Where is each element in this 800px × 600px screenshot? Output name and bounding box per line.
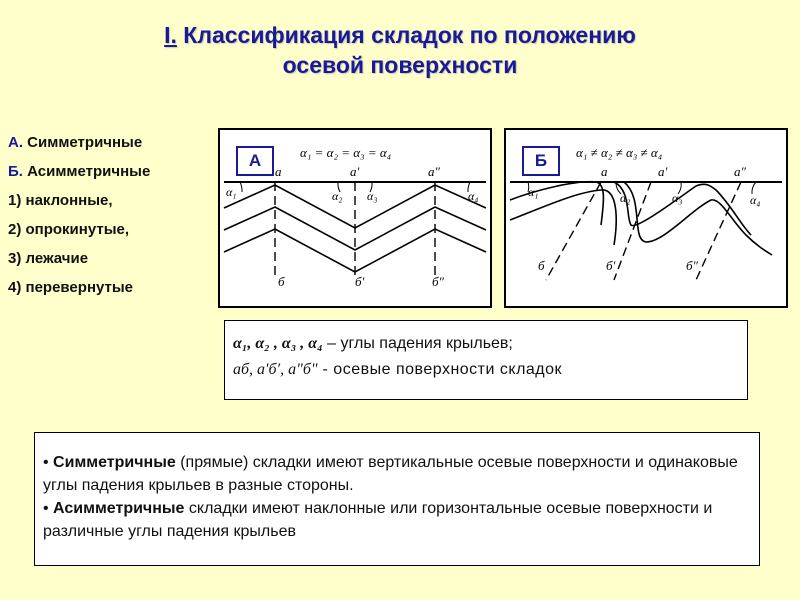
axial-lines-b (546, 182, 741, 280)
angle-label-1: α₁ (226, 185, 237, 199)
label-a: a (275, 164, 282, 179)
label-b: б (278, 274, 285, 289)
angle-label-2: α₂ (332, 189, 343, 203)
angle-arcs-b (528, 182, 756, 194)
label-b-double-prime: б″ (686, 258, 698, 273)
angle-label-3: α₃ (367, 189, 378, 203)
title-number: I. (164, 22, 177, 48)
legend-axis-symbols: аб, а′б′, а"б" (233, 361, 318, 378)
badge-b: Б (522, 146, 560, 176)
description-symmetric: • Симметричные (прямые) складки имеют вертикальные осевые поверхности и одинаковые углы падения крыльев в разные стороны. (43, 454, 738, 494)
title-line-1: Классификация складок по положению (176, 22, 636, 48)
label-b-prime: б′ (606, 258, 616, 273)
list-item-asymmetric: Б. Асимметричные (8, 163, 151, 180)
label-a-prime: a′ (658, 164, 668, 179)
legend-box (224, 320, 748, 400)
slide-title (0, 20, 800, 80)
axial-lines-a (275, 182, 435, 278)
list-item-recumbent: 3) лежачие (8, 250, 89, 267)
label-a-double-prime: a″ (734, 164, 746, 179)
classification-list (8, 128, 150, 302)
angle-label-1: α₁ (528, 185, 539, 199)
badge-a: А (236, 146, 274, 176)
label-b: б (538, 258, 545, 273)
title-line-2: осевой поверхности (282, 52, 518, 78)
label-b-prime: б′ (355, 274, 365, 289)
label-a-prime: a′ (350, 164, 360, 179)
formula-b: α₁ ≠ α₂ ≠ α₃ ≠ α₄ (576, 145, 663, 160)
legend-angle-symbols: α₁, α₂ , α₃ , α₄ (233, 335, 323, 352)
list-item-inclined: 1) наклонные, (8, 192, 113, 209)
description-asymmetric: • Асимметричные складки имеют наклонные или горизонтальные осевые поверхности и различные углы падения крыльев (43, 500, 713, 540)
legend-axis-text: - осевые поверхности складок (317, 361, 563, 378)
legend-axes (233, 361, 739, 379)
fold-layers-b (510, 182, 772, 255)
label-a: a (601, 164, 608, 179)
description-box (34, 432, 760, 566)
legend-angles (233, 335, 739, 361)
list-item-overturned: 2) опрокинутые, (8, 221, 130, 238)
formula-a: α₁ = α₂ = α₃ = α₄ (300, 145, 392, 160)
list-item-inverted: 4) перевернутые (8, 279, 134, 296)
angle-label-2: α₂ (620, 191, 631, 205)
angle-label-3: α₃ (672, 191, 683, 205)
label-b-double-prime: б″ (432, 274, 444, 289)
list-item-symmetric: А. Симметричные (8, 134, 143, 151)
diagram-symmetric-folds (218, 128, 492, 308)
angle-label-4: α₄ (468, 189, 479, 203)
label-a-double-prime: a″ (428, 164, 440, 179)
legend-angle-text: – углы падения крыльев; (322, 335, 513, 352)
diagram-asymmetric-folds (504, 128, 788, 308)
angle-label-4: α₄ (750, 193, 761, 207)
